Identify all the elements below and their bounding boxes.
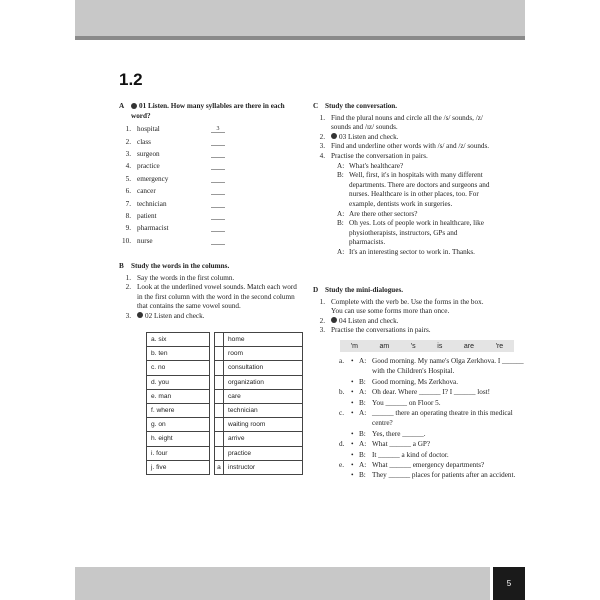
item-number: 6.: [125, 187, 131, 196]
vowel-word: d. you: [147, 375, 210, 389]
table-row: [147, 389, 303, 403]
match-word: instructor: [224, 460, 303, 474]
speaker: A:: [337, 209, 345, 218]
word: class: [137, 137, 151, 146]
speaker: B:: [359, 377, 366, 386]
mini-dialogue-line: [339, 470, 527, 480]
instruction-step: [313, 317, 493, 327]
section-heading: Study the mini-dialogues.: [325, 286, 404, 294]
answer-blank: [211, 150, 225, 158]
item-number: 8.: [125, 211, 131, 220]
section-heading: Study the conversation.: [325, 102, 398, 110]
section-a: [119, 102, 304, 249]
section-heading: 01 Listen. How many syllables are there in each word?: [131, 102, 285, 120]
dialogue-letter: [339, 398, 351, 408]
word-item: [119, 237, 304, 249]
step-number: 4.: [319, 151, 325, 160]
item-number: 4.: [125, 162, 131, 171]
match-letter: [215, 403, 224, 417]
box-word: 're: [495, 342, 504, 350]
table-row: [147, 403, 303, 417]
answer-blank: 3: [211, 125, 225, 133]
dialogue-letter: [339, 429, 351, 439]
step-label: 03 Listen and check.: [339, 132, 399, 141]
syllable-word-list: [119, 125, 304, 249]
answer-blank: [211, 212, 225, 220]
match-word: organization: [224, 375, 303, 389]
instruction-step: [313, 114, 493, 133]
word: hospital: [137, 125, 160, 134]
answer-blank: [211, 200, 225, 208]
section-letter: C: [313, 102, 319, 110]
vowel-word: g. on: [147, 418, 210, 432]
word-item: [119, 162, 304, 174]
answer-blank: [211, 138, 225, 146]
word: emergency: [137, 174, 169, 183]
step-number: 1.: [319, 297, 325, 306]
word: pharmacist: [137, 224, 169, 233]
dialogue-text: Are there other sectors?: [349, 209, 418, 218]
speaker: A:: [359, 357, 367, 365]
answer-blank: [211, 237, 225, 245]
box-word: 'm: [350, 342, 358, 350]
dialogue-text: It's an interesting sector to work in. Thanks.: [349, 247, 475, 256]
section-letter: B: [119, 262, 124, 270]
footer-bar: [75, 567, 490, 600]
item-number: 3.: [125, 149, 131, 158]
match-word: room: [224, 347, 303, 361]
mini-dialogues: [339, 356, 527, 481]
match-letter: [215, 333, 224, 347]
bullet: •: [351, 377, 354, 386]
dialogue-letter: b.: [339, 388, 345, 397]
item-number: 2.: [125, 137, 131, 146]
dialogue-text: Good morning, Ms Zerkhova.: [372, 377, 459, 386]
vowel-word: a. six: [147, 333, 210, 347]
unit-title: 1.2: [119, 70, 143, 89]
dialogue-text: Oh yes. Lots of people work in healthcare, like physiotherapists, instructors, GPs and pharmacists.: [349, 219, 484, 247]
vowel-word: h. eight: [147, 432, 210, 446]
step-text: [137, 283, 304, 312]
match-letter: [215, 347, 224, 361]
mini-dialogue-line: [339, 408, 527, 429]
speaker: A:: [359, 461, 367, 470]
item-number: 5.: [125, 174, 131, 183]
answer-blank: [211, 224, 225, 232]
dialogue-text: They ______ places for patients after an accident.: [372, 471, 516, 480]
instruction-list: [313, 114, 493, 162]
instruction-list: [119, 274, 304, 322]
item-number: 10.: [122, 236, 131, 245]
step-text: [331, 326, 431, 336]
step-text: [331, 152, 428, 162]
step-text: [331, 317, 398, 327]
instruction-step: [119, 283, 304, 312]
step-label: Complete with the verb be. Use the forms in the box. You can use some forms more than once.: [331, 297, 484, 316]
match-letter: [215, 361, 224, 375]
bullet: •: [351, 409, 354, 418]
speaker: A:: [359, 388, 367, 397]
step-label: 02 Listen and check.: [145, 311, 205, 320]
dialogue-text: Oh dear. Where ______ I? I ______ lost!: [372, 388, 491, 397]
table-row: [147, 446, 303, 460]
section-letter: D: [313, 286, 319, 294]
match-letter: [215, 432, 224, 446]
step-text: [331, 114, 493, 133]
word: patient: [137, 211, 157, 220]
section-d: [313, 286, 493, 336]
bullet: •: [351, 388, 354, 397]
step-text: [331, 298, 493, 317]
dialogue-text: You ______ on Floor 5.: [372, 398, 441, 407]
bullet: •: [351, 461, 354, 470]
speaker: B:: [359, 471, 366, 480]
box-word: am: [379, 342, 390, 350]
instruction-step: [119, 312, 304, 322]
word-item: [119, 187, 304, 199]
vowel-word: b. ten: [147, 347, 210, 361]
dialogue-text: What ______ a GP?: [372, 440, 431, 449]
conversation: [337, 162, 493, 258]
match-letter: a: [215, 460, 224, 474]
word: technician: [137, 199, 167, 208]
dialogue-line: [337, 219, 493, 248]
answer-blank: [211, 162, 225, 170]
step-label: 04 Listen and check.: [339, 316, 399, 325]
bullet: •: [351, 450, 354, 459]
audio-icon: [131, 103, 137, 109]
answer-blank: [211, 175, 225, 183]
dialogue-letter: d.: [339, 440, 345, 449]
speaker: B:: [359, 429, 366, 438]
dialogue-text: ______ there an operating theatre in this medical centre?: [372, 409, 513, 428]
dialogue-text: Good morning. My name's Olga Zerkhova. I ______ with the Children's Hospital.: [372, 357, 524, 376]
speaker: A:: [359, 409, 367, 418]
table-row: [147, 418, 303, 432]
instruction-step: [313, 142, 493, 152]
instruction-step: [119, 274, 304, 284]
dialogue-line: [337, 171, 493, 209]
verb-forms-box: [340, 340, 514, 352]
dialogue-line: [337, 210, 493, 220]
step-label: Find and underline other words with /s/ and /z/ sounds.: [331, 142, 490, 151]
step-label: Look at the underlined vowel sounds. Match each word in the first column with the word in the second column that contains the same vowel sound.: [137, 283, 297, 311]
table-row: [147, 375, 303, 389]
speaker: B:: [337, 171, 344, 180]
section-heading: Study the words in the columns.: [131, 262, 230, 270]
mini-dialogue-line: [339, 356, 527, 377]
bullet: •: [351, 440, 354, 449]
table-row: [147, 333, 303, 347]
table-row: [147, 460, 303, 474]
step-label: Practise the conversation in pairs.: [331, 151, 428, 160]
word-item: [119, 212, 304, 224]
step-text: [331, 142, 489, 152]
speaker: A:: [337, 247, 345, 256]
vowel-word: e. man: [147, 389, 210, 403]
step-number: 3.: [319, 142, 325, 151]
step-number: 2.: [319, 316, 325, 325]
instruction-step: [313, 152, 493, 162]
dialogue-letter: [339, 450, 351, 460]
match-word: consultation: [224, 361, 303, 375]
vowel-word: f. where: [147, 403, 210, 417]
dialogue-letter: [339, 377, 351, 387]
step-label: Say the words in the first column.: [137, 273, 235, 282]
answer-blank: [211, 187, 225, 195]
match-word: home: [224, 333, 303, 347]
dialogue-text: Yes, there ______.: [372, 429, 426, 438]
mini-dialogue-line: [339, 460, 527, 470]
instruction-step: [313, 298, 493, 317]
step-text: [137, 312, 204, 322]
word: nurse: [137, 236, 153, 245]
mini-dialogue-line: [339, 439, 527, 449]
step-label: Practise the conversations in pairs.: [331, 326, 431, 335]
word-item: [119, 175, 304, 187]
vowel-word: i. four: [147, 446, 210, 460]
word-item: [119, 200, 304, 212]
word: surgeon: [137, 149, 160, 158]
item-number: 1.: [125, 125, 131, 134]
step-number: 2.: [125, 283, 131, 292]
step-number: 3.: [125, 311, 131, 320]
vowel-word: c. no: [147, 361, 210, 375]
header-bar: [75, 0, 525, 36]
step-number: 3.: [319, 326, 325, 335]
item-number: 7.: [125, 199, 131, 208]
item-number: 9.: [125, 224, 131, 233]
dialogue-text: It ______ a kind of doctor.: [372, 450, 449, 459]
dialogue-letter: [339, 470, 351, 480]
match-letter: [215, 375, 224, 389]
header-rule: [75, 36, 525, 40]
section-letter: A: [119, 102, 125, 110]
word-item: [119, 150, 304, 162]
speaker: B:: [359, 450, 366, 459]
speaker: A:: [359, 440, 367, 449]
audio-icon: [331, 317, 337, 323]
table-row: [147, 347, 303, 361]
section-b: [119, 262, 304, 322]
match-word: technician: [224, 403, 303, 417]
audio-icon: [331, 133, 337, 139]
section-c: [313, 102, 493, 258]
step-label: Find the plural nouns and circle all the /s/ sounds, /z/ sounds and /ɪz/ sounds.: [331, 113, 483, 132]
bullet: •: [351, 398, 354, 407]
dialogue-text: What ______ emergency departments?: [372, 461, 485, 470]
dialogue-text: What's healthcare?: [349, 161, 404, 170]
match-letter: [215, 446, 224, 460]
word-item: [119, 138, 304, 150]
instruction-step: [313, 326, 493, 336]
match-letter: [215, 389, 224, 403]
word: cancer: [137, 187, 156, 196]
bullet: •: [351, 357, 354, 365]
step-number: 2.: [319, 132, 325, 141]
box-word: is: [437, 342, 443, 350]
table-row: [147, 361, 303, 375]
instruction-step: [313, 133, 493, 143]
match-word: arrive: [224, 432, 303, 446]
step-text: [137, 274, 234, 284]
word-item: [119, 224, 304, 236]
speaker: B:: [359, 398, 366, 407]
match-letter: [215, 418, 224, 432]
speaker: A:: [337, 161, 345, 170]
mini-dialogue-line: [339, 450, 527, 460]
dialogue-line: [337, 162, 493, 172]
mini-dialogue-line: [339, 387, 527, 397]
dialogue-letter: e.: [339, 461, 344, 470]
box-word: 's: [410, 342, 416, 350]
box-word: are: [463, 342, 475, 350]
dialogue-line: [337, 248, 493, 258]
bullet: •: [351, 471, 354, 480]
dialogue-letter: c.: [339, 409, 344, 418]
audio-icon: [137, 312, 143, 318]
dialogue-letter: a.: [339, 357, 344, 365]
match-word: practice: [224, 446, 303, 460]
mini-dialogue-line: [339, 377, 527, 387]
mini-dialogue-line: [339, 398, 527, 408]
match-word: waiting room: [224, 418, 303, 432]
page-number: 5: [493, 567, 525, 600]
instruction-list: [313, 298, 493, 336]
word-item: [119, 125, 304, 137]
dialogue-text: Well, first, it's in hospitals with many different departments. There are doctors and surgeons and nurses. Healthcare is in other places, too. For example, dentists work in surgeries.: [349, 171, 490, 208]
mini-dialogue-line: [339, 429, 527, 439]
bullet: •: [351, 429, 354, 438]
speaker: B:: [337, 219, 344, 228]
step-number: 1.: [125, 273, 131, 282]
vowel-word: j. five: [147, 460, 210, 474]
step-text: [331, 133, 398, 143]
step-number: 1.: [319, 113, 325, 122]
vowel-matching-table: [146, 332, 303, 475]
word: practice: [137, 162, 160, 171]
match-word: care: [224, 389, 303, 403]
table-row: [147, 432, 303, 446]
